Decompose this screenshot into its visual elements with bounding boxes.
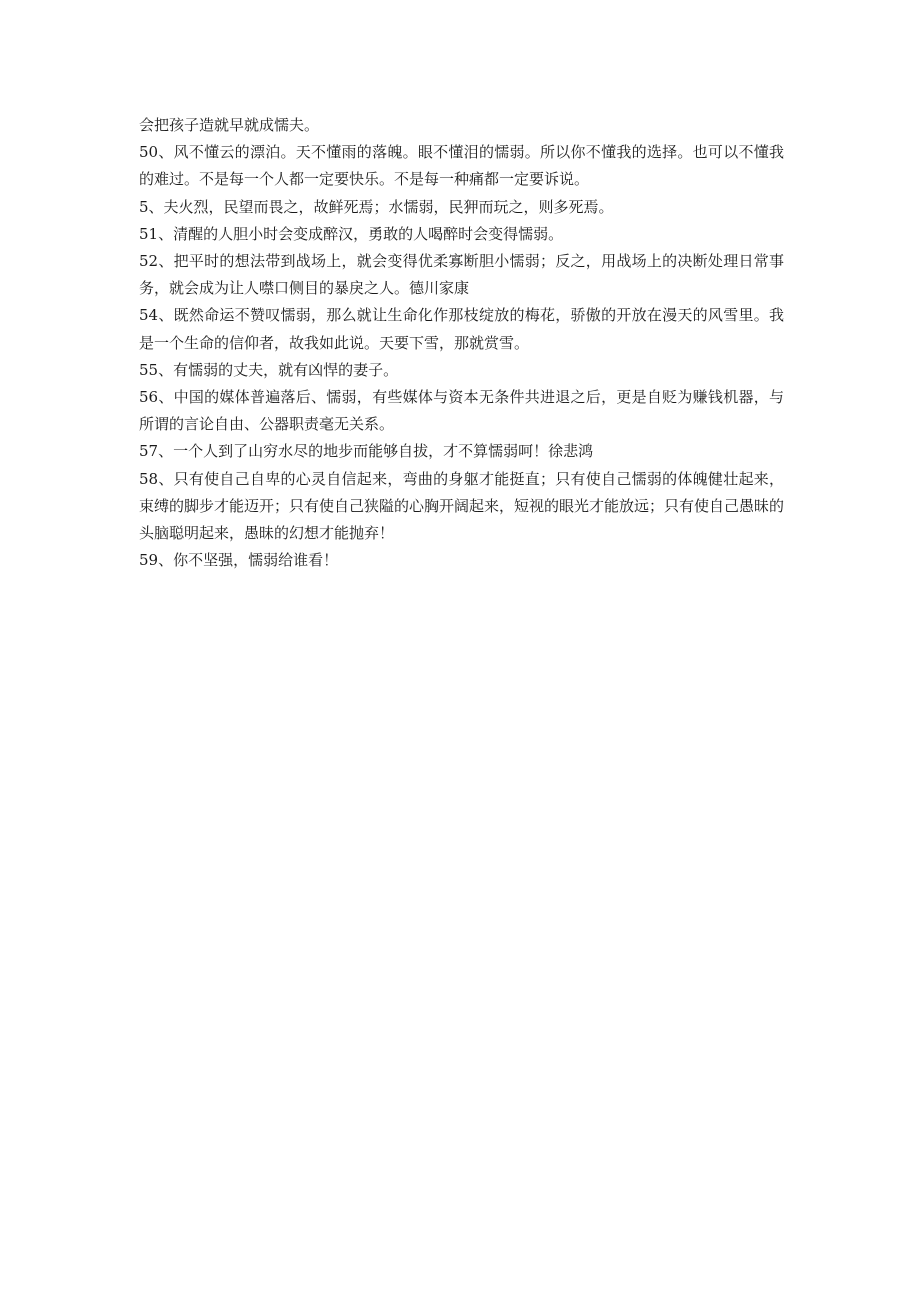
paragraph-item-56: 56、中国的媒体普遍落后、懦弱，有些媒体与资本无条件共进退之后，更是自贬为赚钱机器，与所谓的言论自由、公器职责毫无关系。 (139, 388, 784, 434)
paragraph-item-52: 52、把平时的想法带到战场上，就会变得优柔寡断胆小懦弱；反之，用战场上的决断处理日常事务，就会成为让人噤口侧目的暴戾之人。德川家康 (139, 252, 784, 298)
paragraph-item-51: 51、清醒的人胆小时会变成醉汉，勇敢的人喝醉时会变得懦弱。 (139, 224, 564, 243)
paragraph-item-59: 59、你不坚强，懦弱给谁看！ (139, 551, 339, 570)
document-body (139, 112, 784, 574)
paragraph-item-57: 57、一个人到了山穷水尽的地步而能够自拔，才不算懦弱呵！徐悲鸿 (139, 442, 594, 461)
paragraph-item-58: 58、只有使自己自卑的心灵自信起来，弯曲的身躯才能挺直；只有使自己懦弱的体魄健壮起来，束缚的脚步才能迈开；只有使自己狭隘的心胸开阔起来，短视的眼光才能放远；只有使自己愚昧的头脑聪明起来，愚昧的幻想才能抛弃！ (139, 469, 785, 543)
paragraph-item-50: 50、风不懂云的漂泊。天不懂雨的落魄。眼不懂泪的懦弱。所以你不懂我的选择。也可以不懂我的难过。不是每一个人都一定要快乐。不是每一种痛都一定要诉说。 (139, 143, 784, 189)
paragraph-item-55: 55、有懦弱的丈夫，就有凶悍的妻子。 (139, 360, 399, 379)
paragraph-item-5: 5、夫火烈，民望而畏之，故鲜死焉；水懦弱，民狎而玩之，则多死焉。 (139, 197, 614, 216)
paragraph-item-54: 54、既然命运不赞叹懦弱，那么就让生命化作那枝绽放的梅花，骄傲的开放在漫天的风雪里。我是一个生命的信仰者，故我如此说。天要下雪，那就赏雪。 (139, 306, 784, 352)
paragraph-continuation: 会把孩子造就早就成懦夫。 (139, 116, 320, 134)
